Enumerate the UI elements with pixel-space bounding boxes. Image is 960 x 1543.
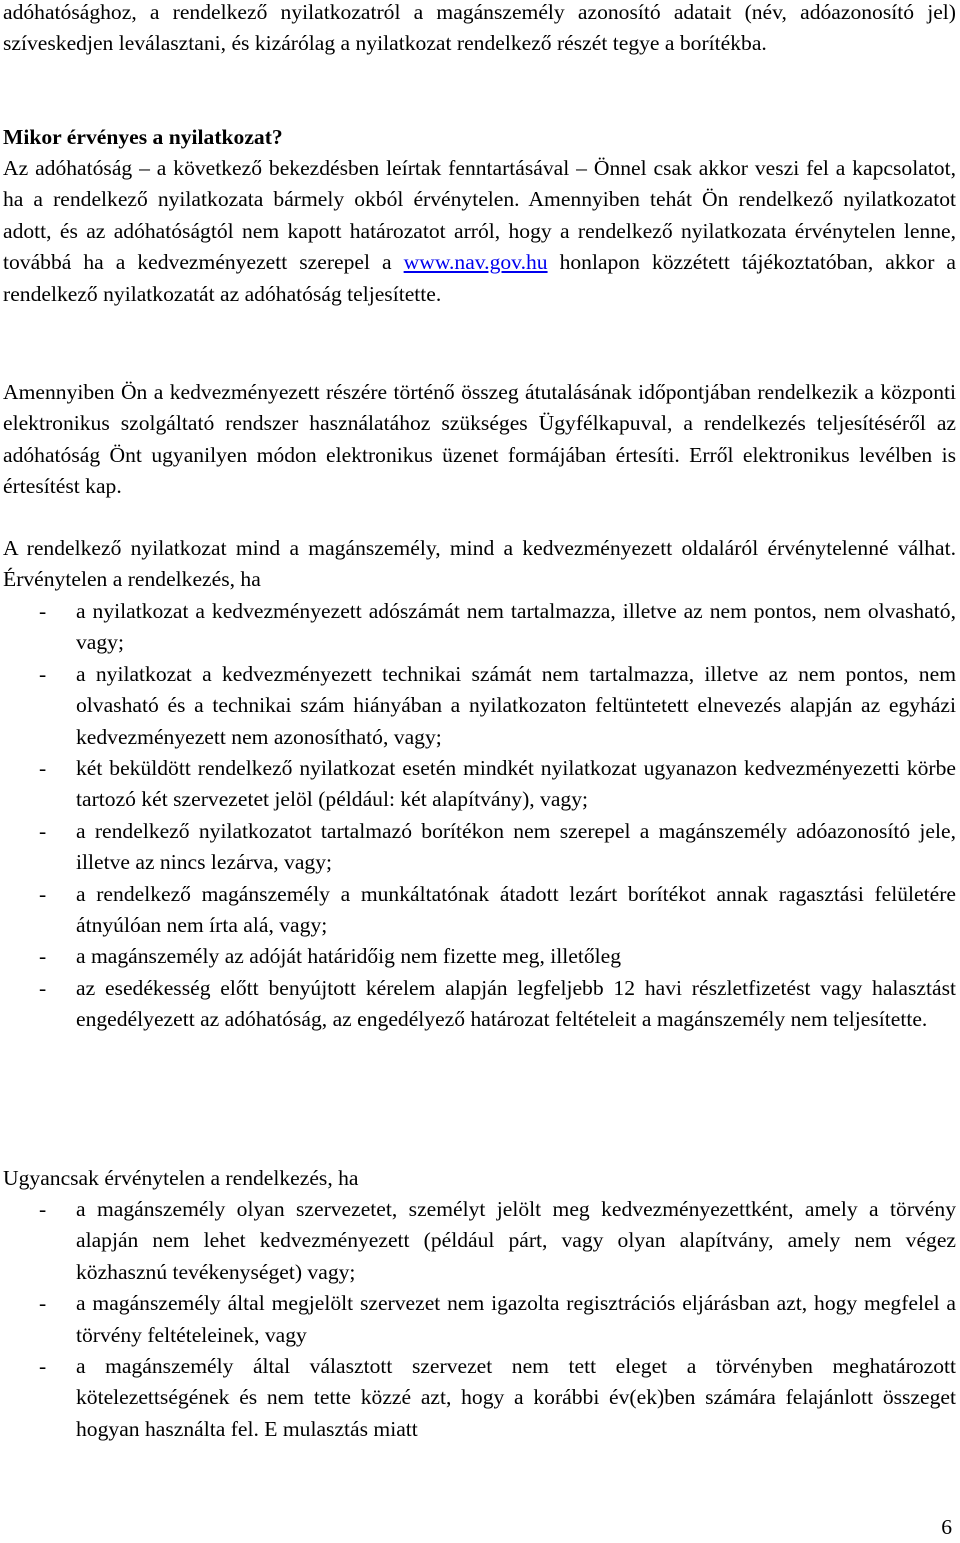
list-item-text: a rendelkező nyilatkozatot tartalmazó borítékon nem szerepel a magánszemély adóazonosító jele, illetve az nincs lezárva, vagy;	[76, 818, 956, 875]
list-item-text: a magánszemély által választott szervezet nem tett eleget a törvényben meghatározott kötelezettségének és nem tette közzé azt, hogy a korábbi év(ek)ben számára felajánlott összeget hogyan használta fel. E mulasztás miatt	[76, 1354, 956, 1441]
also-invalid-intro-paragraph: Ugyancsak érvénytelen a rendelkezés, ha	[3, 1166, 359, 1190]
list-item-text: a nyilatkozat a kedvezményezett adószámát nem tartalmazza, illetve az nem pontos, nem olvasható, vagy;	[76, 599, 956, 655]
list-item	[3, 879, 956, 942]
list-dash: -	[39, 599, 47, 623]
ugyfelkapu-paragraph: Amennyiben Ön a kedvezményezett részére történő összeg átutalásának időpontjában rendelkezik a központi elektronikus szolgáltató rendszer használatához szükséges Ügyfélkapuval, a rendelkezés teljesítéséről az adóhatóság Önt ugyanilyen módon elektronikus üzenet formájában értesíti. Erről elektronikus levélben is értesítést kap.	[3, 380, 956, 499]
validity-text-end: honlapon közzétett tájékoztatóban, akkor a rendelkező nyilatkozatát az adóhatóság teljesítette.	[3, 250, 956, 306]
list-dash: -	[39, 756, 47, 781]
list-item-text: az esedékesség előtt benyújtott kérelem alapján legfeljebb 12 havi részletfizetést vagy halasztást engedélyezett az adóhatóság, az engedélyező határozat feltételeit a magánszemély nem teljesítette.	[76, 975, 956, 1032]
list-item	[3, 1288, 956, 1351]
list-dash: -	[39, 1291, 47, 1316]
list-item	[3, 659, 956, 753]
list-item	[3, 941, 956, 972]
intro-paragraph: adóhatósághoz, a rendelkező nyilatkozatról a magánszemély azonosító adatait (név, adóazonosító jel) szíveskedjen leválasztani, és kizárólag a nyilatkozat rendelkező részét tegye a borítékba.	[3, 0, 956, 56]
list-item-text: a rendelkező magánszemély a munkáltatónak átadott lezárt borítékot annak ragasztási felületére átnyúlóan nem írta alá, vagy;	[76, 881, 956, 938]
list-item-text: a nyilatkozat a kedvezményezett technikai számát nem tartalmazza, illetve az nem pontos, nem olvasható és a technikai szám hiányában a nyilatkozaton feltüntetett elnevezés alapján az egyházi kedvezményezett nem azonosítható, vagy;	[76, 661, 956, 749]
validity-text: Az adóhatóság – a következő bekezdésben leírtak fenntartásával – Önnel csak akkor veszi fel a kapcsolatot, ha a rendelkező nyilatkozata bármely okból érvénytelen. Amennyiben tehát Ön rendelkező nyilatkozatot adott, és az adóhatóságtól nem kapott határozatot arról, hogy a rendelkező nyilatkozata érvénytelen lenne, továbbá ha a kedvezményezett szerepel a	[3, 156, 956, 275]
list-dash: -	[39, 944, 47, 969]
validity-heading: Mikor érvényes a nyilatkozat?	[3, 125, 283, 149]
list-item	[3, 753, 956, 816]
list-item-text: a magánszemély az adóját határidőig nem fizette meg, illetőleg	[76, 944, 622, 969]
page-number: 6	[941, 1515, 952, 1539]
invalid-conditions-list	[3, 596, 956, 1036]
also-invalid-conditions-list	[3, 1194, 956, 1445]
list-item-text: a magánszemély olyan szervezetet, személyt jelölt meg kedvezményezettként, amely a törvény alapján nem lehet kedvezményezett (például párt, vagy olyan alapítvány, amely nem végez közhasznú tevékenységet) vagy;	[76, 1197, 956, 1284]
validity-paragraph	[3, 153, 956, 310]
list-item	[3, 973, 956, 1036]
list-dash: -	[39, 661, 47, 686]
nav-website-link[interactable]: www.nav.gov.hu	[403, 250, 548, 275]
list-dash: -	[39, 975, 47, 1000]
list-item	[3, 596, 956, 659]
list-item	[3, 1194, 956, 1288]
list-dash: -	[39, 1354, 47, 1379]
list-dash: -	[39, 818, 47, 843]
invalid-intro-paragraph: A rendelkező nyilatkozat mind a magánszemély, mind a kedvezményezett oldaláról érvénytelenné válhat. Érvénytelen a rendelkezés, ha	[3, 536, 956, 592]
list-item	[3, 816, 956, 879]
list-item	[3, 1351, 956, 1445]
list-item-text: két beküldött rendelkező nyilatkozat esetén mindkét nyilatkozat ugyanazon kedvezményezetti körbe tartozó két szervezetet jelöl (például: két alapítvány), vagy;	[76, 756, 956, 812]
list-dash: -	[39, 881, 47, 906]
list-dash: -	[39, 1197, 47, 1221]
list-item-text: a magánszemély által megjelölt szervezet nem igazolta regisztrációs eljárásban azt, hogy megfelel a törvény feltételeinek, vagy	[76, 1291, 956, 1347]
